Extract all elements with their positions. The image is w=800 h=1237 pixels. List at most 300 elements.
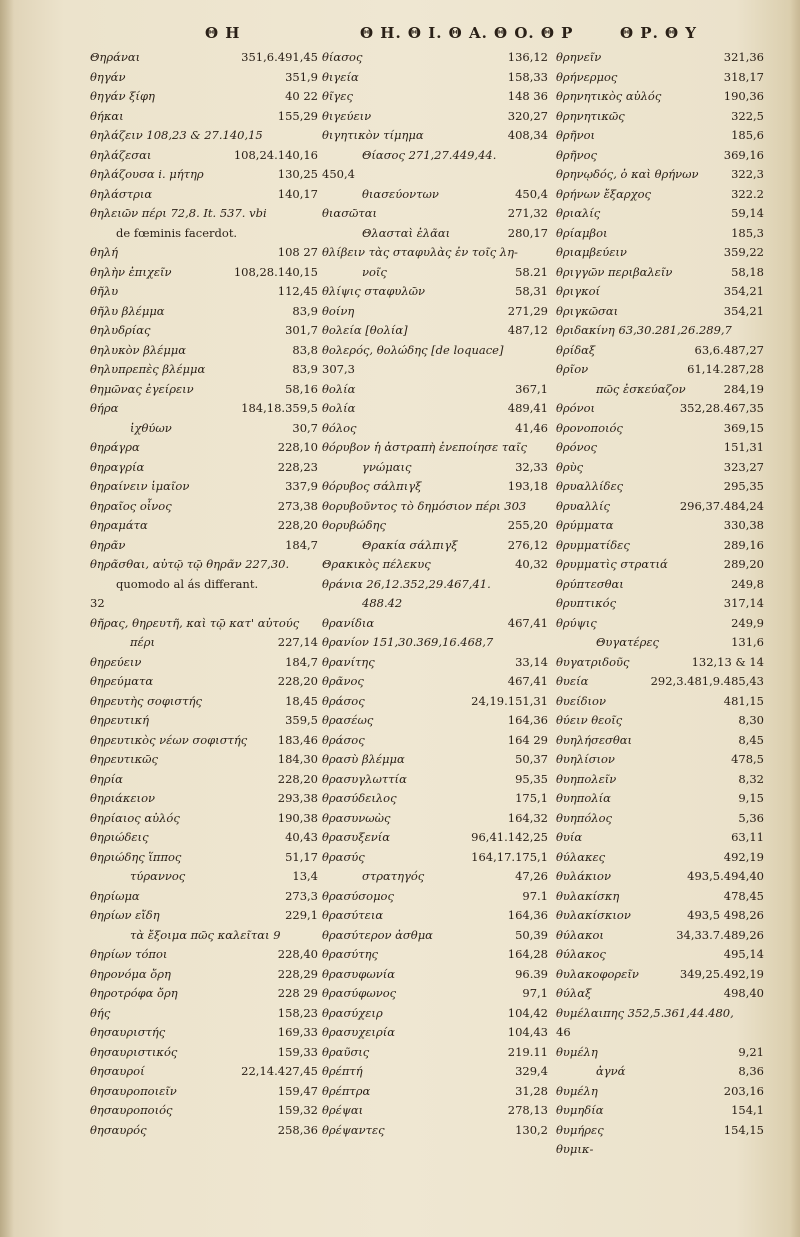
- entry-term: πέρι: [130, 635, 155, 649]
- entry-reference: 367,1: [515, 381, 548, 396]
- entry-reference: 276,12: [507, 537, 548, 552]
- entry-reference: 495,14: [723, 947, 764, 961]
- entry-term: θριαλίς: [556, 206, 601, 220]
- entry-term: θριαμβεύειν: [556, 245, 627, 259]
- index-entry: [322, 848, 548, 868]
- entry-term: θῆρας, θηρευτῆ, καὶ τῷ κατ' αὐτούς: [90, 615, 300, 630]
- entry-term: θυείδιον: [556, 693, 606, 708]
- entry-reference: 95,35: [515, 771, 548, 786]
- entry-term: ἰχθύων: [130, 420, 172, 435]
- entry-term: θρόνοι: [556, 401, 596, 415]
- entry-term: θυηλίσιον: [556, 752, 615, 766]
- index-entry: [90, 341, 318, 361]
- index-entry: [556, 848, 764, 868]
- entry-term: θηρίωμα: [90, 888, 140, 903]
- index-entry: [556, 809, 764, 829]
- entry-reference: 190,36: [723, 89, 764, 103]
- index-entry: [322, 555, 548, 575]
- index-entry: [556, 516, 764, 536]
- entry-term: θρυαλλίδες: [556, 479, 624, 493]
- entry-term: θηρευτικῶς: [90, 752, 158, 766]
- entry-term: πῶς ἐσκεύαζον: [596, 381, 686, 396]
- index-entry: [322, 165, 548, 185]
- entry-term: θρανίδια: [322, 615, 375, 630]
- entry-term: θησαυροί: [90, 1064, 145, 1078]
- entry-term: τύραννος: [130, 869, 186, 883]
- index-entry: [322, 1121, 548, 1141]
- index-entry: [322, 1043, 548, 1063]
- entry-term: 32: [90, 596, 105, 610]
- index-entry: [322, 867, 548, 887]
- entry-reference: 31,28: [515, 1083, 548, 1098]
- entry-term: θυμήρες: [556, 1122, 604, 1137]
- entry-term: Θυγατέρες: [596, 635, 659, 649]
- index-entry: [556, 87, 764, 107]
- index-entry: [556, 692, 764, 712]
- index-entry: [90, 68, 318, 88]
- entry-term: θρανίτης: [322, 654, 375, 669]
- entry-term: de fœminis facerdot.: [116, 225, 238, 240]
- entry-reference: 467,41: [507, 674, 548, 688]
- entry-term: θρασὺ βλέμμα: [322, 752, 405, 766]
- entry-term: θολερός, θολώδης [de loquace]: [322, 342, 504, 357]
- index-entry: [90, 48, 318, 68]
- entry-reference: 183,46: [277, 732, 318, 747]
- index-entry: [90, 828, 318, 848]
- entry-reference: 164,17.175,1: [471, 849, 548, 864]
- index-entry: [556, 302, 764, 322]
- index-entry: [322, 341, 548, 361]
- index-entry: [322, 828, 548, 848]
- entry-reference: 228,20: [277, 518, 318, 532]
- entry-term: θηριάκειον: [90, 791, 155, 805]
- entry-term: Θίασος 271,27.449,44.: [362, 147, 497, 162]
- entry-term: θυία: [556, 830, 583, 844]
- entry-term: θρυαλλίς: [556, 498, 610, 513]
- entry-term: θηρευτικὸς νέων σοφιστής: [90, 732, 248, 747]
- entry-reference: 273,3: [285, 888, 318, 903]
- entry-reference: 478,5: [731, 752, 764, 766]
- entry-reference: 296,37.484,24: [679, 498, 764, 513]
- index-entry: [556, 731, 764, 751]
- entry-term: θολεία [θολία]: [322, 323, 408, 337]
- index-entry: [90, 731, 318, 751]
- entry-reference: 83,8: [292, 342, 318, 357]
- index-entry: [90, 711, 318, 731]
- entry-term: θυηπόλος: [556, 810, 612, 825]
- index-entry: [90, 419, 318, 439]
- entry-reference: 228,29: [277, 966, 318, 981]
- entry-term: Θρακικὸς πέλεκυς: [322, 557, 431, 571]
- entry-term: θρέπτή: [322, 1064, 363, 1078]
- entry-reference: 58,16: [285, 381, 318, 396]
- entry-term: θηλὴν ἐπιχεῖν: [90, 264, 172, 279]
- entry-term: θρηνεῖν: [556, 50, 602, 64]
- entry-reference: 492,19: [723, 849, 764, 864]
- entry-term: θρυπτικός: [556, 596, 617, 610]
- index-entry: [322, 458, 548, 478]
- entry-term: θηρονόμα ὄρη: [90, 966, 171, 981]
- index-entry: [90, 848, 318, 868]
- entry-term: θηρεύειν: [90, 654, 142, 669]
- entry-reference: 104,42: [507, 1005, 548, 1020]
- entry-term: θρασυχειρία: [322, 1025, 395, 1039]
- entry-reference: 164,32: [507, 810, 548, 825]
- entry-term: θηράγρα: [90, 440, 140, 454]
- index-entry: [90, 380, 318, 400]
- entry-term: θυμικ-: [556, 1142, 594, 1156]
- entry-reference: 354,21: [723, 303, 764, 318]
- index-entry: [556, 146, 764, 166]
- entry-reference: 131,6: [731, 635, 764, 649]
- entry-term: θρασύσομος: [322, 888, 394, 903]
- index-entry: [322, 282, 548, 302]
- index-column-1: [90, 48, 318, 1140]
- entry-reference: 130,25: [277, 167, 318, 181]
- entry-reference: 63,11: [731, 830, 764, 844]
- entry-reference: 193,18: [507, 479, 548, 493]
- entry-term: στρατηγός: [362, 869, 425, 883]
- entry-term: θιγεύειν: [322, 108, 372, 123]
- entry-term: θρίδαξ: [556, 342, 596, 357]
- index-entry: [322, 770, 548, 790]
- index-entry: [556, 1023, 764, 1043]
- entry-reference: 104,43: [507, 1025, 548, 1039]
- entry-term: 488.42: [362, 596, 403, 610]
- page-edge-left: [0, 0, 14, 1237]
- index-entry: [556, 477, 764, 497]
- entry-reference: 369,16: [723, 147, 764, 162]
- index-entry: [90, 614, 318, 634]
- index-entry: [90, 360, 318, 380]
- entry-term: θριγγῶν περιβαλεῖν: [556, 264, 673, 279]
- index-entry: [90, 965, 318, 985]
- index-entry: [556, 1062, 764, 1082]
- index-entry: [556, 282, 764, 302]
- index-entry: [90, 224, 318, 244]
- entry-term: θύειν θεοῖς: [556, 713, 623, 727]
- entry-term: θορυβοῦντος τὸ δημόσιον πέρι 303: [322, 498, 527, 513]
- entry-reference: 96,41.142,25: [471, 830, 548, 844]
- entry-term: θυμέλη: [556, 1044, 598, 1059]
- entry-reference: 185,3: [731, 225, 764, 240]
- index-entry: [556, 575, 764, 595]
- index-entry: [556, 68, 764, 88]
- entry-term: θυηπολία: [556, 791, 611, 805]
- entry-term: θράσος: [322, 693, 365, 708]
- index-entry: [556, 399, 764, 419]
- entry-reference: 228,40: [277, 947, 318, 961]
- index-entry: [322, 107, 548, 127]
- entry-reference: 271,32: [507, 206, 548, 220]
- entry-reference: 330,38: [723, 518, 764, 532]
- index-entry: [322, 1101, 548, 1121]
- page-edge-right: [790, 0, 800, 1237]
- entry-term: θίασος: [322, 50, 363, 64]
- entry-term: θηλυδρίας: [90, 323, 151, 337]
- index-entry: [556, 419, 764, 439]
- entry-term: θηλυκὸν βλέμμα: [90, 342, 187, 357]
- entry-reference: 317,14: [723, 596, 764, 610]
- index-entry: [90, 594, 318, 614]
- entry-reference: 352,28.467,35: [679, 401, 764, 415]
- entry-term: θρήνων ἔξαρχος: [556, 186, 651, 201]
- entry-term: θηλυπρεπὲς βλέμμα: [90, 362, 206, 376]
- index-entry: [90, 692, 318, 712]
- index-entry: [322, 419, 548, 439]
- entry-reference: 58.21: [515, 264, 548, 279]
- entry-term: θρηνητικῶς: [556, 108, 625, 123]
- entry-term: θρὺς: [556, 459, 584, 474]
- index-entry: [322, 672, 548, 692]
- entry-reference: 18,45: [285, 693, 318, 708]
- entry-term: ἀγνά: [596, 1064, 626, 1078]
- entry-reference: 280,17: [507, 225, 548, 240]
- entry-reference: 329,4: [515, 1064, 548, 1078]
- entry-reference: 97.1: [522, 888, 548, 903]
- entry-reference: 40,43: [285, 830, 318, 844]
- index-entry: [322, 399, 548, 419]
- index-entry: [90, 1121, 318, 1141]
- entry-reference: 164,36: [507, 713, 548, 727]
- entry-term: θρασυνωὼς: [322, 810, 391, 825]
- header-middle: Θ Η. Θ Ι. Θ Α. Θ Ο. Θ Ρ: [360, 24, 574, 42]
- entry-term: θράνια 26,12.352,29.467,41.: [322, 576, 491, 591]
- index-entry: [556, 906, 764, 926]
- index-entry: [90, 302, 318, 322]
- index-entry: [90, 1101, 318, 1121]
- index-entry: [322, 594, 548, 614]
- entry-reference: 97,1: [522, 986, 548, 1000]
- entry-reference: 51,17: [285, 849, 318, 864]
- entry-reference: 249,8: [731, 576, 764, 591]
- entry-reference: 351,6.491,45: [241, 50, 318, 64]
- entry-reference: 219.11: [507, 1044, 548, 1059]
- entry-term: θριγκῶσαι: [556, 303, 619, 318]
- entry-reference: 318,17: [723, 69, 764, 84]
- index-entry: [90, 263, 318, 283]
- entry-reference: 258,36: [277, 1122, 318, 1137]
- entry-term: θηραγρία: [90, 459, 145, 474]
- entry-reference: 255,20: [507, 518, 548, 532]
- entry-reference: 229,1: [285, 908, 318, 922]
- entry-term: θησαυροποιός: [90, 1103, 173, 1117]
- entry-reference: 50,39: [515, 927, 548, 942]
- index-entry: [322, 711, 548, 731]
- entry-reference: 190,38: [277, 810, 318, 825]
- index-entry: [90, 945, 318, 965]
- entry-reference: 228,20: [277, 674, 318, 688]
- entry-term: θρῖον: [556, 362, 589, 376]
- entry-reference: 24,19.151,31: [471, 693, 548, 708]
- entry-reference: 112,45: [277, 284, 318, 298]
- entry-term: θρᾶνος: [322, 674, 364, 688]
- entry-reference: 30,7: [292, 420, 318, 435]
- entry-reference: 50,37: [515, 752, 548, 766]
- index-entry: [322, 906, 548, 926]
- index-entry: [322, 87, 548, 107]
- entry-reference: 83,9: [292, 362, 318, 376]
- index-entry: [322, 497, 548, 517]
- entry-term: θιασῶται: [322, 206, 378, 220]
- entry-term: θριγκοί: [556, 284, 601, 298]
- index-entry: [322, 126, 548, 146]
- index-entry: [90, 1043, 318, 1063]
- entry-term: θρύμματα: [556, 518, 614, 532]
- entry-reference: 40,32: [515, 557, 548, 571]
- entry-reference: 108 27: [277, 245, 318, 259]
- entry-reference: 450,4: [515, 186, 548, 201]
- entry-term: θρῆνοι: [556, 128, 595, 142]
- entry-reference: 154,15: [723, 1122, 764, 1137]
- index-entry: [556, 1082, 764, 1102]
- index-column-3: [556, 48, 764, 1160]
- entry-term: θολία: [322, 401, 356, 415]
- entry-term: θηλάζουσα i. μήτηρ: [90, 167, 204, 181]
- entry-reference: 169,33: [277, 1025, 318, 1039]
- index-entry: [322, 146, 548, 166]
- index-entry: [556, 594, 764, 614]
- index-entry: [556, 458, 764, 478]
- entry-term: θρύπτεσθαι: [556, 576, 624, 591]
- index-entry: [90, 1004, 318, 1024]
- entry-term: θυηπολεῖν: [556, 771, 617, 786]
- entry-reference: 164 29: [507, 732, 548, 747]
- entry-reference: 158,33: [507, 69, 548, 84]
- index-entry: [556, 653, 764, 673]
- index-entry: [322, 965, 548, 985]
- index-entry: [556, 497, 764, 517]
- entry-term: 46: [556, 1025, 571, 1039]
- index-entry: [322, 731, 548, 751]
- entry-reference: 159,47: [277, 1083, 318, 1098]
- entry-reference: 351,9: [285, 69, 318, 84]
- entry-term: θηρία: [90, 771, 123, 786]
- index-entry: [90, 809, 318, 829]
- entry-term: θῆλυ: [90, 284, 119, 298]
- index-entry: [90, 185, 318, 205]
- index-entry: [556, 1043, 764, 1063]
- entry-term: θηραῖος οἶνος: [90, 498, 172, 513]
- entry-reference: 322,3: [731, 167, 764, 181]
- index-entry: [556, 321, 764, 341]
- index-entry: [90, 1082, 318, 1102]
- index-entry: [90, 867, 318, 887]
- entry-term: νοῖς: [362, 264, 387, 279]
- index-entry: [322, 302, 548, 322]
- index-entry: [556, 828, 764, 848]
- entry-reference: 32,33: [515, 459, 548, 474]
- entry-reference: 203,16: [723, 1083, 764, 1098]
- header-right: Θ Ρ. Θ Υ: [620, 24, 698, 42]
- entry-term: θρασυξενία: [322, 830, 391, 844]
- entry-term: θρασύχειρ: [322, 1005, 383, 1020]
- index-entry: [90, 282, 318, 302]
- entry-reference: 271,29: [507, 303, 548, 318]
- entry-term: θησαυριστής: [90, 1025, 166, 1039]
- entry-reference: 108,24.140,16: [233, 147, 318, 162]
- entry-term: θηρίων εἴδη: [90, 908, 160, 922]
- index-entry: [90, 87, 318, 107]
- entry-term: θόρυβον ἡ ἀστραπὴ ἐνεποίησε ταῖς: [322, 440, 527, 454]
- index-entry: [90, 165, 318, 185]
- entry-reference: 295,35: [723, 479, 764, 493]
- entry-term: θυγατριδοῦς: [556, 654, 630, 669]
- entry-reference: 9,21: [738, 1044, 764, 1059]
- entry-term: τὰ ἔξοιμα πῶς καλεῖται 9: [130, 927, 281, 942]
- entry-term: Θλασταὶ ἐλᾶαι: [362, 225, 451, 240]
- entry-term: θιγητικὸν τίμημα: [322, 128, 424, 142]
- entry-reference: 289,16: [723, 537, 764, 552]
- index-entry: [90, 477, 318, 497]
- index-entry: [556, 107, 764, 127]
- entry-term: θηρίων τόποι: [90, 947, 168, 961]
- entry-reference: 185,6: [731, 128, 764, 142]
- index-entry: [556, 711, 764, 731]
- index-entry: [322, 614, 548, 634]
- index-column-2: [322, 48, 548, 1140]
- index-entry: [556, 984, 764, 1004]
- index-entry: [556, 789, 764, 809]
- index-entry: [556, 887, 764, 907]
- index-entry: [90, 458, 318, 478]
- index-entry: [322, 1004, 548, 1024]
- index-entry: [322, 945, 548, 965]
- index-entry: [90, 887, 318, 907]
- index-entry: [322, 321, 548, 341]
- index-entry: [556, 1121, 764, 1141]
- index-entry: [556, 165, 764, 185]
- index-entry: [322, 887, 548, 907]
- index-entry: [90, 653, 318, 673]
- entry-term: θρασύτεια: [322, 908, 384, 922]
- entry-reference: 359,22: [723, 245, 764, 259]
- entry-reference: 321,36: [723, 50, 764, 64]
- entry-term: θλίψις σταφυλῶν: [322, 284, 426, 298]
- entry-reference: 136,12: [507, 50, 548, 64]
- index-entry: [90, 633, 318, 653]
- index-entry: [556, 126, 764, 146]
- entry-reference: 184,7: [285, 654, 318, 669]
- index-entry: [556, 614, 764, 634]
- entry-term: θρασύφωνος: [322, 986, 397, 1000]
- entry-term: θής: [90, 1005, 111, 1020]
- index-entry: [556, 1101, 764, 1121]
- entry-term: 450,4: [322, 167, 355, 181]
- index-entry: [322, 1023, 548, 1043]
- entry-reference: 34,33.7.489,26: [676, 927, 764, 942]
- entry-reference: 184,18.359,5: [241, 401, 318, 415]
- entry-term: θησαυροποιεῖν: [90, 1083, 177, 1098]
- index-entry: [90, 438, 318, 458]
- index-entry: [556, 633, 764, 653]
- index-entry: [322, 243, 548, 263]
- entry-term: θηλάζειν 108,23 & 27.140,15: [90, 128, 263, 142]
- entry-reference: 61,14.287,28: [687, 362, 764, 376]
- index-entry: [556, 380, 764, 400]
- entry-term: θησαυριστικός: [90, 1044, 178, 1059]
- entry-term: θήρα: [90, 401, 119, 415]
- entry-term: θηρᾶν: [90, 537, 126, 552]
- entry-term: θηραμάτα: [90, 518, 148, 532]
- entry-term: θυλακοφορεῖν: [556, 966, 639, 981]
- entry-term: θηλειῶν πέρι 72,8. It. 537. vbi: [90, 206, 267, 220]
- index-entry: [322, 789, 548, 809]
- index-entry: [90, 984, 318, 1004]
- entry-reference: 408,34: [507, 128, 548, 142]
- entry-term: θηγάν: [90, 69, 126, 84]
- entry-term: θρασύδειλος: [322, 791, 397, 805]
